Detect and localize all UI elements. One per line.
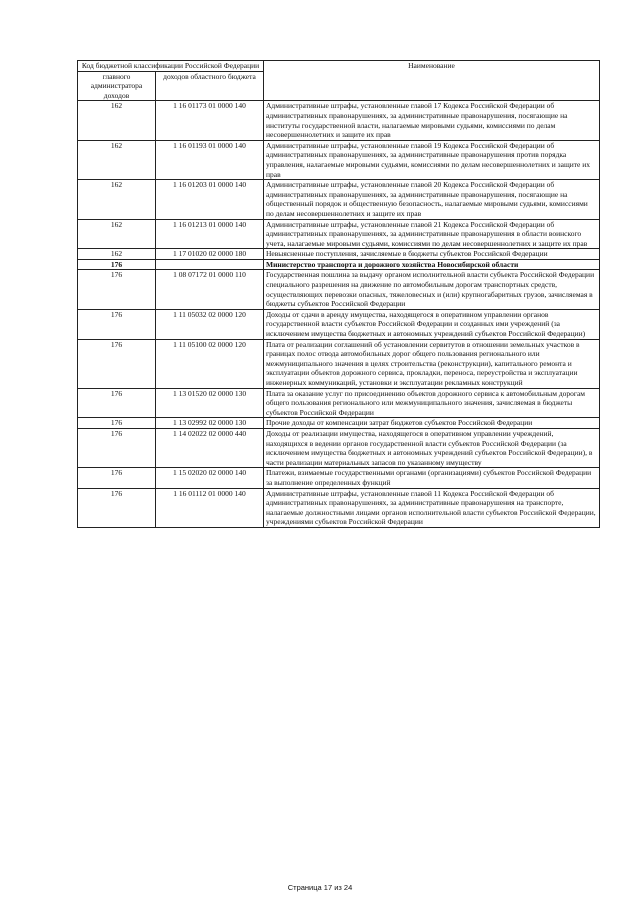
- income-code-cell: 1 11 05032 02 0000 120: [156, 309, 264, 339]
- admin-code-cell: 176: [78, 488, 156, 527]
- admin-code-cell: 176: [78, 468, 156, 488]
- description-cell: Административные штрафы, установленные главой 11 Кодекса Российской Федерации об административных правонарушениях, за административные правонарушения на транспорте, налагаемые должностными лицами органов исполнительной власти субъектов Российской Федерации, учреждениями субъектов Российской Федерации: [264, 488, 600, 527]
- income-code-cell: 1 08 07172 01 0000 110: [156, 270, 264, 309]
- page-number: Страница 17 из 24: [287, 883, 353, 892]
- income-code-cell: 1 13 02992 02 0000 130: [156, 418, 264, 429]
- table-row: [78, 418, 600, 429]
- income-code-cell: 1 11 05100 02 0000 120: [156, 339, 264, 388]
- table-row: [78, 339, 600, 388]
- admin-code-cell: 176: [78, 270, 156, 309]
- table-row: [78, 259, 600, 270]
- description-cell: Платежи, взимаемые государственными органами (организациями) субъектов Российской Федерации за выполнение определенных функций: [264, 468, 600, 488]
- table-row: [78, 140, 600, 179]
- table-header: [78, 61, 600, 101]
- description-cell: Доходы от сдачи в аренду имущества, находящегося в оперативном управлении органов государственной власти субъектов Российской Федерации и созданных ими учреждений (за исключением имущества бюджетных и автономных учреждений субъектов Российской Федерации): [264, 309, 600, 339]
- income-code-cell: 1 16 01203 01 0000 140: [156, 180, 264, 219]
- admin-code-cell: 162: [78, 219, 156, 249]
- admin-code-cell: 162: [78, 140, 156, 179]
- admin-code-cell: 176: [78, 309, 156, 339]
- table-row: [78, 488, 600, 527]
- table-row: [78, 428, 600, 467]
- income-code-cell: 1 16 01173 01 0000 140: [156, 101, 264, 140]
- table-row: [78, 219, 600, 249]
- description-cell: Министерство транспорта и дорожного хозяйства Новосибирской области: [264, 259, 600, 270]
- admin-code-cell: 176: [78, 259, 156, 270]
- header-income: доходов областного бюджета: [156, 71, 264, 101]
- description-cell: Административные штрафы, установленные главой 19 Кодекса Российской Федерации об административных правонарушениях, за административные правонарушения против порядка управления, налагаемые мировыми судьями, комиссиями по делам несовершеннолетних и защите их прав: [264, 140, 600, 179]
- table-row: [78, 249, 600, 260]
- admin-code-cell: 162: [78, 101, 156, 140]
- table-row: [78, 309, 600, 339]
- income-code-cell: 1 15 02020 02 0000 140: [156, 468, 264, 488]
- admin-code-cell: 162: [78, 180, 156, 219]
- description-cell: Доходы от реализации имущества, находящегося в оперативном управлении учреждений, находящихся в ведении органов государственной власти субъектов Российской Федерации (за исключением имущества бюджетных и автономных учреждений субъектов Российской Федерации), в части реализации материальных запасов по указанному имуществу: [264, 428, 600, 467]
- income-code-cell: 1 13 01520 02 0000 130: [156, 388, 264, 418]
- table-row: [78, 270, 600, 309]
- income-code-cell: 1 14 02022 02 0000 440: [156, 428, 264, 467]
- header-classification-code: Код бюджетной классификации Российской Федерации: [78, 61, 264, 72]
- income-code-cell: 1 17 01020 02 0000 180: [156, 249, 264, 260]
- income-code-cell: [156, 259, 264, 270]
- description-cell: Административные штрафы, установленные главой 17 Кодекса Российской Федерации об административных правонарушениях, за административные правонарушения, посягающие на институты государственной власти, налагаемые мировыми судьями, комиссиями по делам несовершеннолетних и защите их прав: [264, 101, 600, 140]
- table-row: [78, 180, 600, 219]
- description-cell: Административные штрафы, установленные главой 20 Кодекса Российской Федерации об административных правонарушениях, за административные правонарушения, посягающие на общественный порядок и общественную безопасность, налагаемые мировыми судьями, комиссиями по делам несовершеннолетних и защите их прав: [264, 180, 600, 219]
- table-row: [78, 101, 600, 140]
- admin-code-cell: 162: [78, 249, 156, 260]
- description-cell: Невыясненные поступления, зачисляемые в бюджеты субъектов Российской Федерации: [264, 249, 600, 260]
- table-body: [78, 101, 600, 528]
- income-code-cell: 1 16 01112 01 0000 140: [156, 488, 264, 527]
- admin-code-cell: 176: [78, 428, 156, 467]
- income-code-cell: 1 16 01213 01 0000 140: [156, 219, 264, 249]
- description-cell: Государственная пошлина за выдачу органом исполнительной власти субъекта Российской Федерации специального разрешения на движение по автомобильным дорогам транспортных средств, осуществляющих перевозки опасных, тяжеловесных и (или) крупногабаритных грузов, зачисляемая в бюджеты субъектов Российской Федерации: [264, 270, 600, 309]
- description-cell: Плата за оказание услуг по присоединению объектов дорожного сервиса к автомобильным дорогам общего пользования регионального или межмуниципального значения, зачисляемая в бюджеты субъектов Российской Федерации: [264, 388, 600, 418]
- admin-code-cell: 176: [78, 388, 156, 418]
- table-row: [78, 388, 600, 418]
- table-row: [78, 468, 600, 488]
- header-name: Наименование: [264, 61, 600, 101]
- description-cell: Прочие доходы от компенсации затрат бюджетов субъектов Российской Федерации: [264, 418, 600, 429]
- budget-classification-table: [77, 60, 600, 528]
- admin-code-cell: 176: [78, 418, 156, 429]
- description-cell: Административные штрафы, установленные главой 21 Кодекса Российской Федерации об административных правонарушениях, за административные правонарушения в области воинского учета, налагаемые мировыми судьями, комиссиями по делам несовершеннолетних и защите их прав: [264, 219, 600, 249]
- description-cell: Плата от реализации соглашений об установлении сервитутов в отношении земельных участков в границах полос отвода автомобильных дорог общего пользования регионального или межмуниципального значения в целях строительства (реконструкции), капитального ремонта и эксплуатации объектов дорожного сервиса, прокладки, переноса, переустройства и эксплуатации инженерных коммуникаций, установки и эксплуатации рекламных конструкций: [264, 339, 600, 388]
- header-admin: главного администратора доходов: [78, 71, 156, 101]
- admin-code-cell: 176: [78, 339, 156, 388]
- income-code-cell: 1 16 01193 01 0000 140: [156, 140, 264, 179]
